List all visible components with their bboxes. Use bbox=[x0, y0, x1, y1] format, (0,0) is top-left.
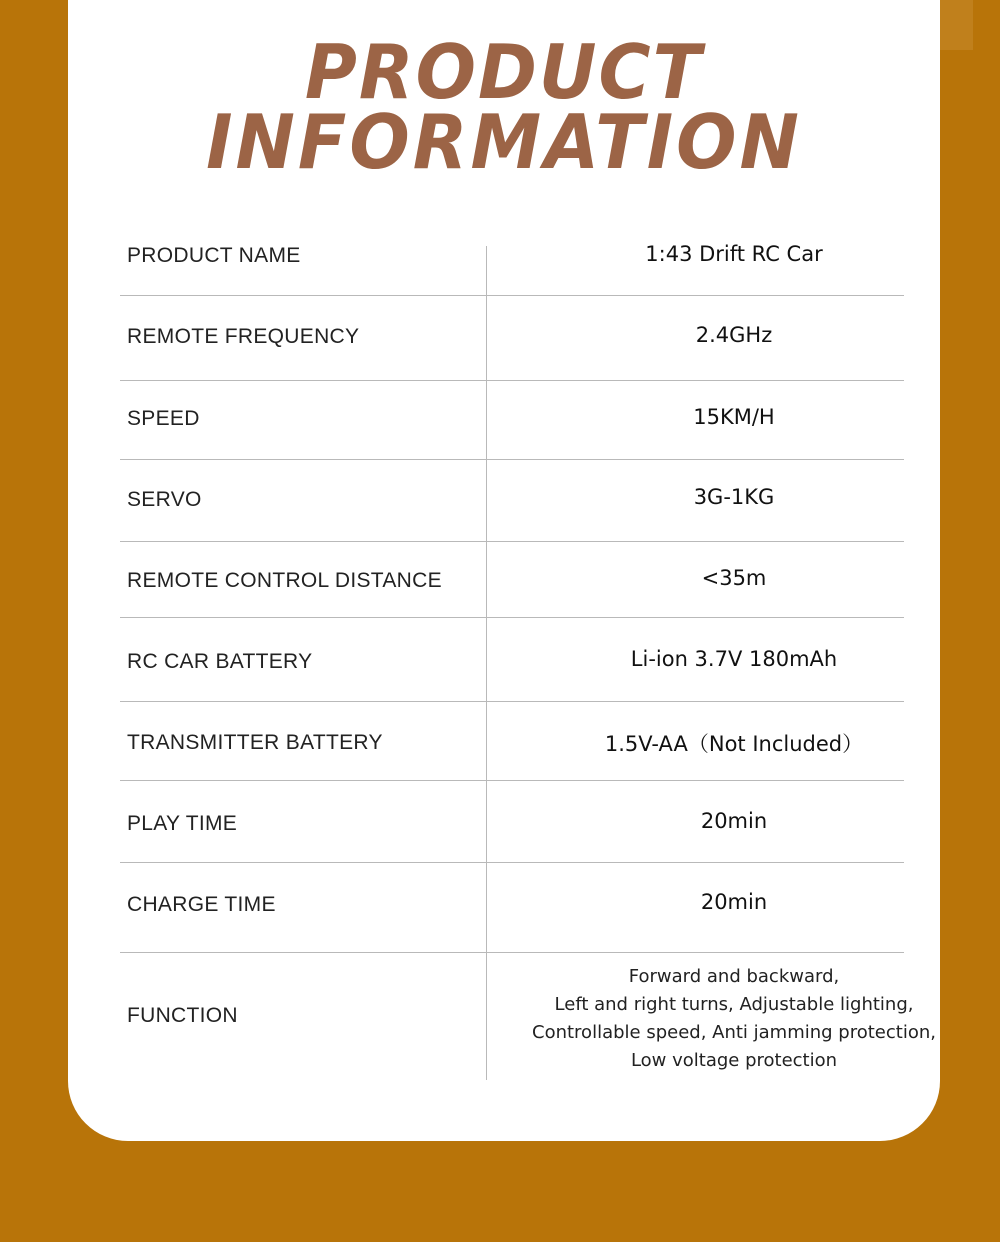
spec-label: SPEED bbox=[127, 407, 200, 430]
title-line-1: PRODUCT bbox=[304, 28, 704, 117]
spec-value: 1.5V-AA（Not Included） bbox=[604, 732, 864, 756]
spec-value: <35m bbox=[701, 566, 767, 590]
corner-tab bbox=[940, 0, 973, 50]
spec-label: REMOTE CONTROL DISTANCE bbox=[127, 569, 442, 592]
spec-row-play-time bbox=[120, 781, 904, 863]
spec-label: RC CAR BATTERY bbox=[127, 650, 313, 673]
spec-label: TRANSMITTER BATTERY bbox=[127, 731, 383, 754]
spec-row-function bbox=[120, 953, 936, 1080]
info-card bbox=[68, 0, 940, 1141]
function-description bbox=[490, 963, 978, 1075]
spec-label: REMOTE FREQUENCY bbox=[127, 325, 360, 348]
spec-table bbox=[120, 214, 936, 1080]
function-line: Low voltage protection bbox=[630, 1050, 838, 1071]
spec-label: PRODUCT NAME bbox=[127, 244, 301, 267]
spec-row-charge-time bbox=[120, 863, 904, 953]
spec-row-remote-frequency bbox=[120, 296, 904, 381]
spec-value: 3G-1KG bbox=[693, 485, 775, 509]
spec-label: PLAY TIME bbox=[127, 812, 238, 835]
spec-row-servo bbox=[120, 460, 904, 542]
spec-value: Li-ion 3.7V 180mAh bbox=[630, 647, 838, 671]
spec-value: 20min bbox=[700, 809, 768, 833]
spec-label: CHARGE TIME bbox=[127, 893, 276, 916]
spec-label: FUNCTION bbox=[127, 1004, 238, 1027]
spec-row-product-name bbox=[120, 214, 904, 296]
spec-row-transmitter-battery bbox=[120, 702, 904, 781]
spec-value: 1:43 Drift RC Car bbox=[645, 242, 823, 266]
spec-row-speed bbox=[120, 381, 904, 460]
function-line: Left and right turns, Adjustable lighting, bbox=[554, 994, 914, 1015]
spec-value: 15KM/H bbox=[693, 405, 775, 429]
spec-value: 2.4GHz bbox=[695, 323, 773, 347]
function-line: Controllable speed, Anti jamming protection, bbox=[532, 1022, 936, 1043]
spec-row-remote-distance bbox=[120, 542, 904, 618]
spec-row-car-battery bbox=[120, 618, 904, 702]
spec-label: SERVO bbox=[127, 488, 202, 511]
title-line-2: INFORMATION bbox=[206, 98, 802, 187]
spec-value: 20min bbox=[700, 890, 768, 914]
function-line: Forward and backward, bbox=[628, 966, 840, 987]
